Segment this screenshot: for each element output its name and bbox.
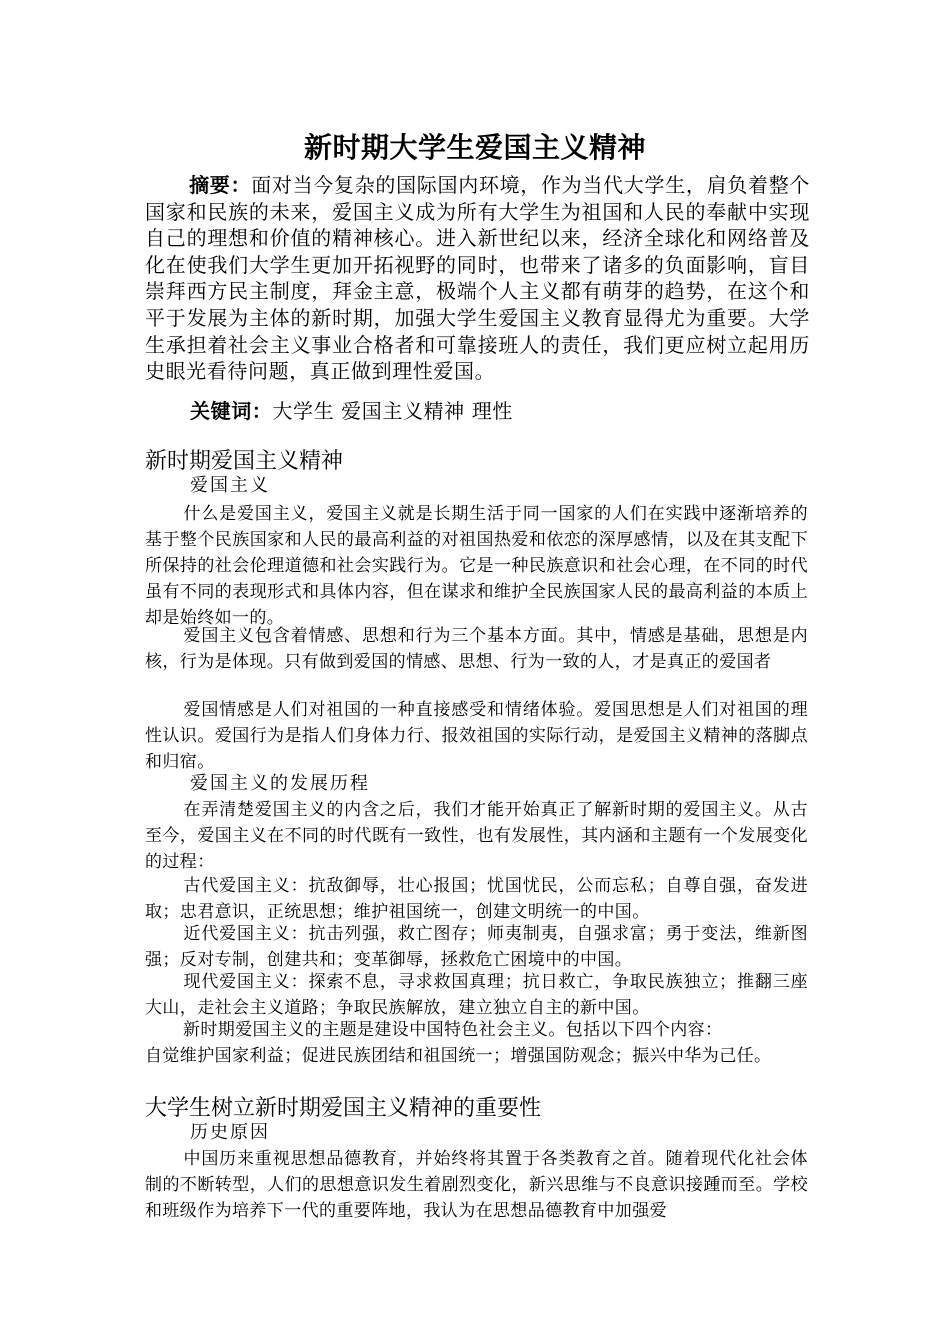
keywords-text: 大学生 爱国主义精神 理性	[272, 399, 513, 423]
subheading-development: 爱国主义的发展历程	[190, 773, 370, 794]
paragraph: 近代爱国主义：抗击列强，救亡图存；师夷制夷，自强求富；勇于变法，维新图强；反对专制，创建共和；变革御辱，拯救危亡困境中的中国。	[145, 924, 808, 970]
paragraph: 什么是爱国主义，爱国主义就是长期生活于同一国家的人们在实践中逐渐培养的基于整个民族国家和人民的最高利益的对祖国热爱和依恋的深厚感情，以及在其支配下所保持的社会伦理道德和社会实践行为。它是一种民族意识和社会心理，在不同的时代虽有不同的表现形式和具体内容，但在谋求和维护全民族国家人民的最高利益的本质上却是始终如一的。	[145, 504, 808, 628]
paragraph: 爱国主义包含着情感、思想和行为三个基本方面。其中，情感是基础，思想是内核，行为是体现。只有做到爱国的情感、思想、行为一致的人，才是真正的爱国者	[145, 626, 808, 672]
paragraph: 古代爱国主义：抗敌御辱，壮心报国；忧国忧民，公而忘私；自尊自强，奋发进取；忠君意识，正统思想；维护祖国统一，创建文明统一的中国。	[145, 876, 808, 922]
paragraph: 中国历来重视思想品德教育，并始终将其置于各类教育之首。随着现代化社会体制的不断转型，人们的思想意识发生着剧烈变化，新兴思维与不良意识接踵而至。学校和班级作为培养下一代的重要阵地，我认为在思想品德教育中加强爱	[145, 1149, 808, 1221]
abstract-text: 面对当今复杂的国际国内环境，作为当代大学生，肩负着整个国家和民族的未来，爱国主义成为所有大学生为祖国和人民的奉献中实现自己的理想和价值的精神核心。进入新世纪以来，经济全球化和网络普及化在使我们大学生更加开拓视野的同时，也带来了诸多的负面影响，盲目崇拜西方民主制度，拜金主意，极端个人主义都有萌芽的趋势，在这个和平于发展为主体的新时期，加强大学生爱国主义教育显得尤为重要。大学生承担着社会主义事业合格者和可靠接班人的责任，我们更应树立起用历史眼光看待问题，真正做到理性爱国。	[145, 173, 810, 384]
paragraph: 现代爱国主义：探索不息，寻求救国真理；抗日救亡，争取民族独立；推翻三座大山，走社会主义道路；争取民族解放，建立独立自主的新中国。	[145, 972, 808, 1018]
paragraph: 新时期爱国主义的主题是建设中国特色社会主义。包括以下四个内容：	[183, 1020, 723, 1040]
keywords-label: 关键词：	[190, 399, 273, 423]
section-heading-2: 大学生树立新时期爱国主义精神的重要性	[145, 1096, 542, 1121]
keywords-block	[190, 397, 513, 425]
abstract-label: 摘要：	[189, 173, 252, 197]
paragraph: 自觉维护国家利益；促进民族团结和祖国统一；增强国防观念；振兴中华为己任。	[145, 1046, 772, 1066]
section-heading-1: 新时期爱国主义精神	[145, 449, 344, 474]
subheading-historical: 历史原因	[190, 1122, 270, 1143]
subheading-patriotism: 爱国主义	[190, 475, 270, 496]
abstract-block	[145, 172, 810, 385]
paragraph: 爱国情感是人们对祖国的一种直接感受和情绪体验。爱国思想是人们对祖国的理性认识。爱国行为是指人们身体力行、报效祖国的实际行动，是爱国主义精神的落脚点和归宿。	[145, 700, 808, 772]
paragraph: 在弄清楚爱国主义的内含之后，我们才能开始真正了解新时期的爱国主义。从古至今，爱国主义在不同的时代既有一致性，也有发展性，其内涵和主题有一个发展变化的过程：	[145, 800, 808, 872]
document-title: 新时期大学生爱国主义精神	[303, 131, 646, 164]
